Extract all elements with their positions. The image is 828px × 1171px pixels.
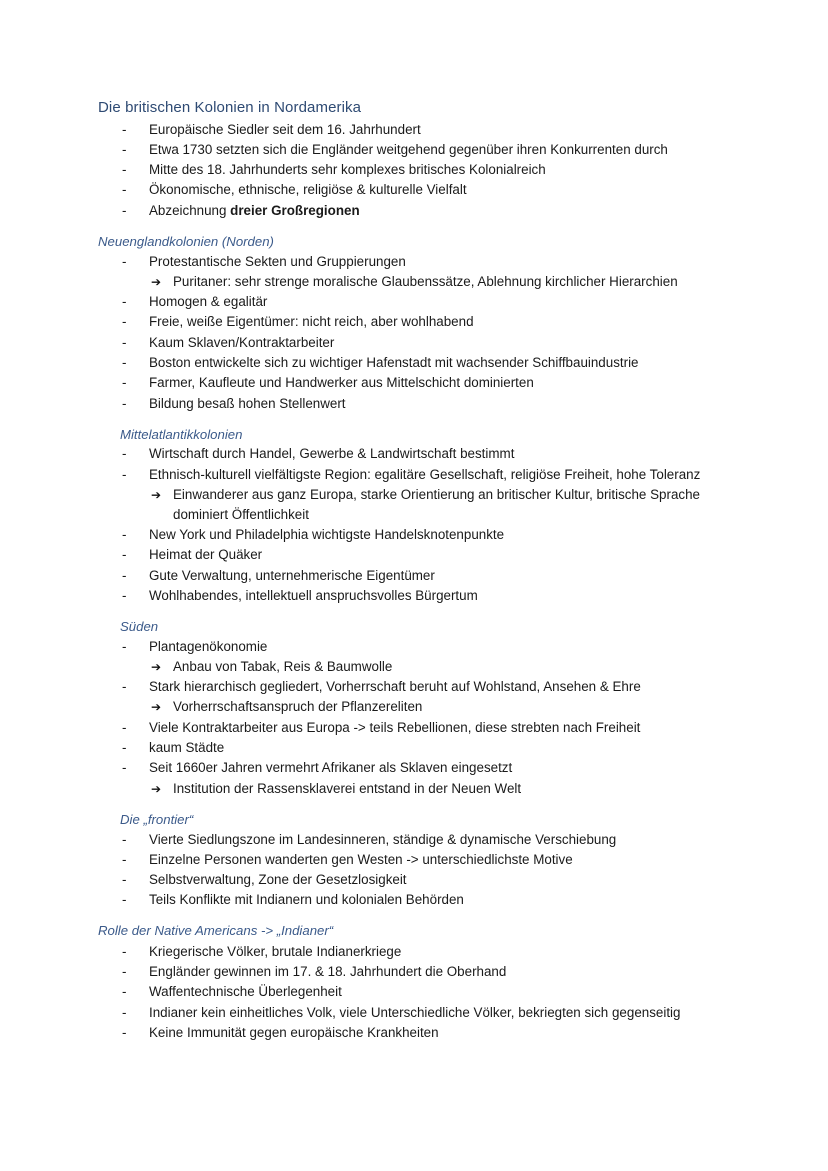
list-item-text: Keine Immunität gegen europäische Krankheiten [149, 1025, 439, 1040]
bullet-dash: - [122, 740, 127, 755]
list-item-text: kaum Städte [149, 740, 225, 755]
arrow-icon: ➔ [151, 488, 162, 502]
bullet-dash: - [122, 467, 127, 482]
list-item-text: Wohlhabendes, intellektuell anspruchsvolles Bürgertum [149, 588, 478, 603]
bullet-dash: - [122, 639, 127, 654]
sub-list-item-text: dominiert Öffentlichkeit [173, 507, 309, 522]
bullet-dash: - [122, 162, 127, 177]
list-item-text: Stark hierarchisch gegliedert, Vorherrschaft beruht auf Wohlstand, Ansehen & Ehre [149, 679, 641, 694]
list-item-text: Ethnisch-kulturell vielfältigste Region: egalitäre Gesellschaft, religiöse Freiheit, hohe Toleranz [149, 467, 701, 482]
list-item-text: Europäische Siedler seit dem 16. Jahrhundert [149, 122, 421, 137]
bullet-dash: - [122, 254, 127, 269]
bullet-dash: - [122, 314, 127, 329]
bullet-dash: - [122, 760, 127, 775]
section-heading-mittelatlantik: Mittelatlantikkolonien [120, 427, 243, 442]
bullet-dash: - [122, 375, 127, 390]
list-item-text: Freie, weiße Eigentümer: nicht reich, aber wohlhabend [149, 314, 474, 329]
bullet-dash: - [122, 720, 127, 735]
sub-list-item-text: Einwanderer aus ganz Europa, starke Orientierung an britischer Kultur, britische Sprache [173, 487, 700, 502]
bullet-dash: - [122, 547, 127, 562]
bullet-dash: - [122, 122, 127, 137]
list-item-text: Teils Konflikte mit Indianern und kolonialen Behörden [149, 892, 464, 907]
list-item-text: Etwa 1730 setzten sich die Engländer weitgehend gegenüber ihren Konkurrenten durch [149, 142, 668, 157]
bullet-dash: - [122, 679, 127, 694]
list-item-text: Engländer gewinnen im 17. & 18. Jahrhundert die Oberhand [149, 964, 507, 979]
arrow-icon: ➔ [151, 782, 162, 796]
list-item-text: Farmer, Kaufleute und Handwerker aus Mittelschicht dominierten [149, 375, 534, 390]
list-item-text: Seit 1660er Jahren vermehrt Afrikaner als Sklaven eingesetzt [149, 760, 513, 775]
bullet-dash: - [122, 182, 127, 197]
list-item-text: Ökonomische, ethnische, religiöse & kulturelle Vielfalt [149, 182, 467, 197]
bullet-dash: - [122, 527, 127, 542]
list-item-text: Mitte des 18. Jahrhunderts sehr komplexes britisches Kolonialreich [149, 162, 546, 177]
list-item-text: Bildung besaß hohen Stellenwert [149, 396, 346, 411]
list-item-text-start: Abzeichnung [149, 203, 231, 218]
list-item-text: Gute Verwaltung, unternehmerische Eigentümer [149, 568, 435, 583]
list-item-text: Heimat der Quäker [149, 547, 263, 562]
list-item-text: Kaum Sklaven/Kontraktarbeiter [149, 335, 335, 350]
list-item-text: Einzelne Personen wanderten gen Westen -> unterschiedlichste Motive [149, 852, 573, 867]
bullet-dash: - [122, 446, 127, 461]
bullet-dash: - [122, 355, 127, 370]
document-title: Die britischen Kolonien in Nordamerika [98, 99, 362, 116]
list-item-text: New York und Philadelphia wichtigste Handelsknotenpunkte [149, 527, 505, 542]
list-item-text [149, 202, 360, 220]
bullet-dash: - [122, 294, 127, 309]
list-item-text: Vierte Siedlungszone im Landesinneren, ständige & dynamische Verschiebung [149, 832, 617, 847]
list-item-text: Plantagenökonomie [149, 639, 268, 654]
bullet-dash: - [122, 984, 127, 999]
list-item-text: Protestantische Sekten und Gruppierungen [149, 254, 406, 269]
sub-list-item-text: Puritaner: sehr strenge moralische Glaubenssätze, Ablehnung kirchlicher Hierarchien [173, 274, 678, 289]
sub-list-item-text: Vorherrschaftsanspruch der Pflanzereliten [173, 699, 423, 714]
bullet-dash: - [122, 852, 127, 867]
list-item-text: Homogen & egalitär [149, 294, 268, 309]
bullet-dash: - [122, 892, 127, 907]
bold-text: dreier Großregionen [230, 203, 360, 218]
list-item-text: Wirtschaft durch Handel, Gewerbe & Landwirtschaft bestimmt [149, 446, 515, 461]
bullet-dash: - [122, 203, 127, 218]
bullet-dash: - [122, 832, 127, 847]
arrow-icon: ➔ [151, 700, 162, 714]
bullet-dash: - [122, 568, 127, 583]
bullet-dash: - [122, 1005, 127, 1020]
bullet-dash: - [122, 872, 127, 887]
bullet-dash: - [122, 335, 127, 350]
bullet-dash: - [122, 1025, 127, 1040]
bullet-dash: - [122, 396, 127, 411]
list-item-text: Kriegerische Völker, brutale Indianerkriege [149, 944, 402, 959]
sub-list-item-text: Anbau von Tabak, Reis & Baumwolle [173, 659, 393, 674]
bullet-dash: - [122, 142, 127, 157]
sub-list-item-text: Institution der Rassensklaverei entstand in der Neuen Welt [173, 781, 522, 796]
arrow-icon: ➔ [151, 275, 162, 289]
list-item-text: Viele Kontraktarbeiter aus Europa -> teils Rebellionen, diese strebten nach Freiheit [149, 720, 641, 735]
list-item-text: Waffentechnische Überlegenheit [149, 984, 342, 999]
section-heading-sueden: Süden [120, 619, 159, 634]
section-heading-neuengland: Neuenglandkolonien (Norden) [98, 234, 274, 249]
list-item-text: Boston entwickelte sich zu wichtiger Hafenstadt mit wachsender Schiffbauindustrie [149, 355, 639, 370]
bullet-dash: - [122, 964, 127, 979]
section-heading-native-americans: Rolle der Native Americans -> „Indianer“ [98, 923, 334, 938]
list-item-text: Indianer kein einheitliches Volk, viele Unterschiedliche Völker, bekriegten sich gegenseitig [149, 1005, 681, 1020]
section-heading-frontier: Die „frontier“ [120, 812, 194, 827]
list-item-text: Selbstverwaltung, Zone der Gesetzlosigkeit [149, 872, 407, 887]
bullet-dash: - [122, 944, 127, 959]
arrow-icon: ➔ [151, 660, 162, 674]
bullet-dash: - [122, 588, 127, 603]
